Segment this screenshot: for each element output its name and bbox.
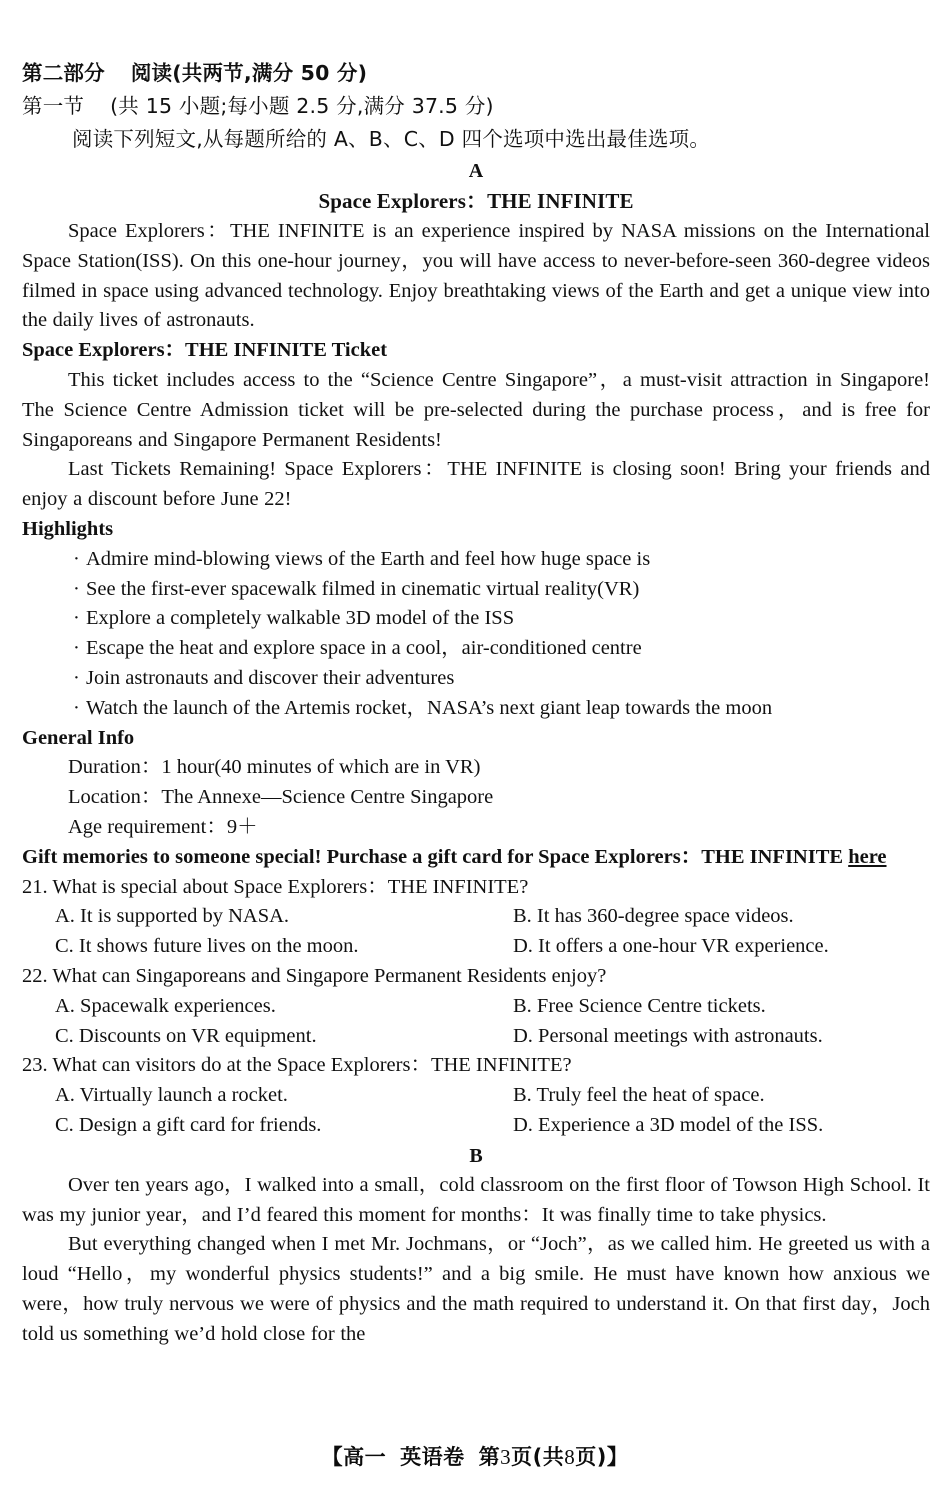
option-23-b[interactable]: B. Truly feel the heat of space. xyxy=(513,1084,765,1107)
general-info-location: Location：The Annexe—Science Centre Singapore xyxy=(68,786,494,809)
bullet-icon: · xyxy=(73,547,80,570)
list-item-label: Join astronauts and discover their adventures xyxy=(86,666,455,689)
passage-b-paragraph-2: But everything changed when I met Mr. Jochmans，or “Joch”，as we called him. He greeted us with a loud “Hello，my wonderful physics students!” and a big smile. He must have known how anxious we were，how truly nervous we were of physics and the math required to understand it. On that first day，Joch told us something we’d hold close for the xyxy=(22,1233,930,1345)
question-22-options-row-2 xyxy=(22,1022,930,1052)
list-item-label: Watch the launch of the Artemis rocket，NASA’s next giant leap towards the moon xyxy=(86,696,773,719)
passage-a-title: Space Explorers：THE INFINITE xyxy=(318,189,634,213)
question-21-options-row-1 xyxy=(22,902,930,932)
list-item xyxy=(22,694,930,724)
ticket-heading: Space Explorers：THE INFINITE Ticket xyxy=(22,339,388,362)
question-23-options-row-2 xyxy=(22,1111,930,1141)
list-item xyxy=(22,664,930,694)
general-info-duration: Duration：1 hour(40 minutes of which are in VR) xyxy=(68,756,481,779)
question-22-options-row-1 xyxy=(22,992,930,1022)
highlights-list xyxy=(22,545,930,724)
footer-page-middle: 页(共 xyxy=(511,1445,565,1469)
bullet-icon: · xyxy=(73,696,80,719)
list-item-label: Admire mind-blowing views of the Earth and feel how huge space is xyxy=(86,547,651,570)
question-number: 21. xyxy=(22,875,48,898)
bullet-icon: · xyxy=(73,607,80,630)
footer-paper: 英语卷 xyxy=(400,1445,465,1469)
passage-b-paragraph-1: Over ten years ago，I walked into a small，cold classroom on the first floor of Towson High School. It was my junior year，and I’d feared this moment for months：It was finally time to take physics. xyxy=(22,1173,930,1226)
gift-card-text: Gift memories to someone special! Purchase a gift card for Space Explorers：THE INFINITE xyxy=(22,845,849,868)
list-item xyxy=(22,634,930,664)
part-title: 第二部分 xyxy=(22,61,105,85)
section-heading xyxy=(22,90,930,123)
list-item-label: See the first-ever spacewalk filmed in cinematic virtual reality(VR) xyxy=(86,577,640,600)
question-number: 22. xyxy=(22,964,48,987)
footer-bracket-open: 【 xyxy=(321,1445,344,1469)
option-21-b[interactable]: B. It has 360-degree space videos. xyxy=(513,905,794,928)
part-heading xyxy=(22,57,930,90)
bullet-icon: · xyxy=(73,666,80,689)
highlights-heading: Highlights xyxy=(22,517,114,540)
section-instruction: 阅读下列短文,从每题所给的 A、B、C、D 四个选项中选出最佳选项。 xyxy=(72,127,711,151)
footer-page-prefix: 第 xyxy=(478,1445,501,1469)
question-text: What can Singaporeans and Singapore Permanent Residents enjoy? xyxy=(52,964,607,987)
option-21-a[interactable]: A. It is supported by NASA. xyxy=(55,905,290,928)
question-21-stem xyxy=(22,873,930,903)
list-item-label: Explore a completely walkable 3D model of the ISS xyxy=(86,607,515,630)
question-text: What is special about Space Explorers：THE INFINITE? xyxy=(52,875,529,898)
ticket-paragraph-1: This ticket includes access to the “Science Centre Singapore”，a must-visit attraction in Singapore! The Science Centre Admission ticket will be pre-selected during the purchase process，and is free for Singaporeans and Singapore Permanent Residents! xyxy=(22,368,930,451)
list-item-label: Escape the heat and explore space in a cool，air-conditioned centre xyxy=(86,637,642,660)
list-item xyxy=(22,604,930,634)
option-23-c[interactable]: C. Design a gift card for friends. xyxy=(55,1113,322,1136)
option-21-d[interactable]: D. It offers a one-hour VR experience. xyxy=(513,935,829,958)
footer-grade: 高一 xyxy=(343,1445,387,1469)
passage-b-letter: B xyxy=(469,1144,483,1167)
passage-a-letter: A xyxy=(468,160,484,182)
general-info-heading: General Info xyxy=(22,726,135,749)
gift-card-line xyxy=(22,843,930,873)
question-22-stem xyxy=(22,962,930,992)
section-title: 第一节 xyxy=(22,94,85,118)
general-info-age: Age requirement：9＋ xyxy=(68,815,258,838)
option-23-a[interactable]: A. Virtually launch a rocket. xyxy=(55,1084,288,1107)
option-23-d[interactable]: D. Experience a 3D model of the ISS. xyxy=(513,1113,824,1136)
part-name: 阅读(共两节,满分 50 分) xyxy=(130,61,368,85)
page-footer xyxy=(0,1441,950,1471)
footer-bracket-close: 】 xyxy=(606,1445,629,1469)
footer-page-number: 3 xyxy=(500,1445,512,1469)
bullet-icon: · xyxy=(73,637,80,660)
question-text: What can visitors do at the Space Explorers：THE INFINITE? xyxy=(52,1054,572,1077)
footer-page-suffix: 页) xyxy=(575,1445,607,1469)
ticket-paragraph-2: Last Tickets Remaining! Space Explorers：THE INFINITE is closing soon! Bring your friends and enjoy a discount before June 22! xyxy=(22,458,930,511)
question-number: 23. xyxy=(22,1054,48,1077)
page-content xyxy=(22,57,930,1349)
gift-card-link[interactable]: here xyxy=(848,845,887,868)
option-22-d[interactable]: D. Personal meetings with astronauts. xyxy=(513,1024,823,1047)
option-22-b[interactable]: B. Free Science Centre tickets. xyxy=(513,994,766,1017)
question-21-options-row-2 xyxy=(22,932,930,962)
question-23-stem xyxy=(22,1051,930,1081)
passage-a-intro: Space Explorers：THE INFINITE is an experience inspired by NASA missions on the International Space Station(ISS). On this one-hour journey，you will have access to never-before-seen 360-degree videos filmed in space using advanced technology. Enjoy breathtaking views of the Earth and get a unique view into the daily lives of astronauts. xyxy=(22,220,930,332)
footer-total-pages: 8 xyxy=(564,1445,576,1469)
bullet-icon: · xyxy=(73,577,80,600)
question-23-options-row-1 xyxy=(22,1081,930,1111)
section-detail: (共 15 小题;每小题 2.5 分,满分 37.5 分) xyxy=(110,94,494,118)
option-22-c[interactable]: C. Discounts on VR equipment. xyxy=(55,1024,317,1047)
option-21-c[interactable]: C. It shows future lives on the moon. xyxy=(55,935,359,958)
list-item xyxy=(22,575,930,605)
option-22-a[interactable]: A. Spacewalk experiences. xyxy=(55,994,276,1017)
list-item xyxy=(22,545,930,575)
